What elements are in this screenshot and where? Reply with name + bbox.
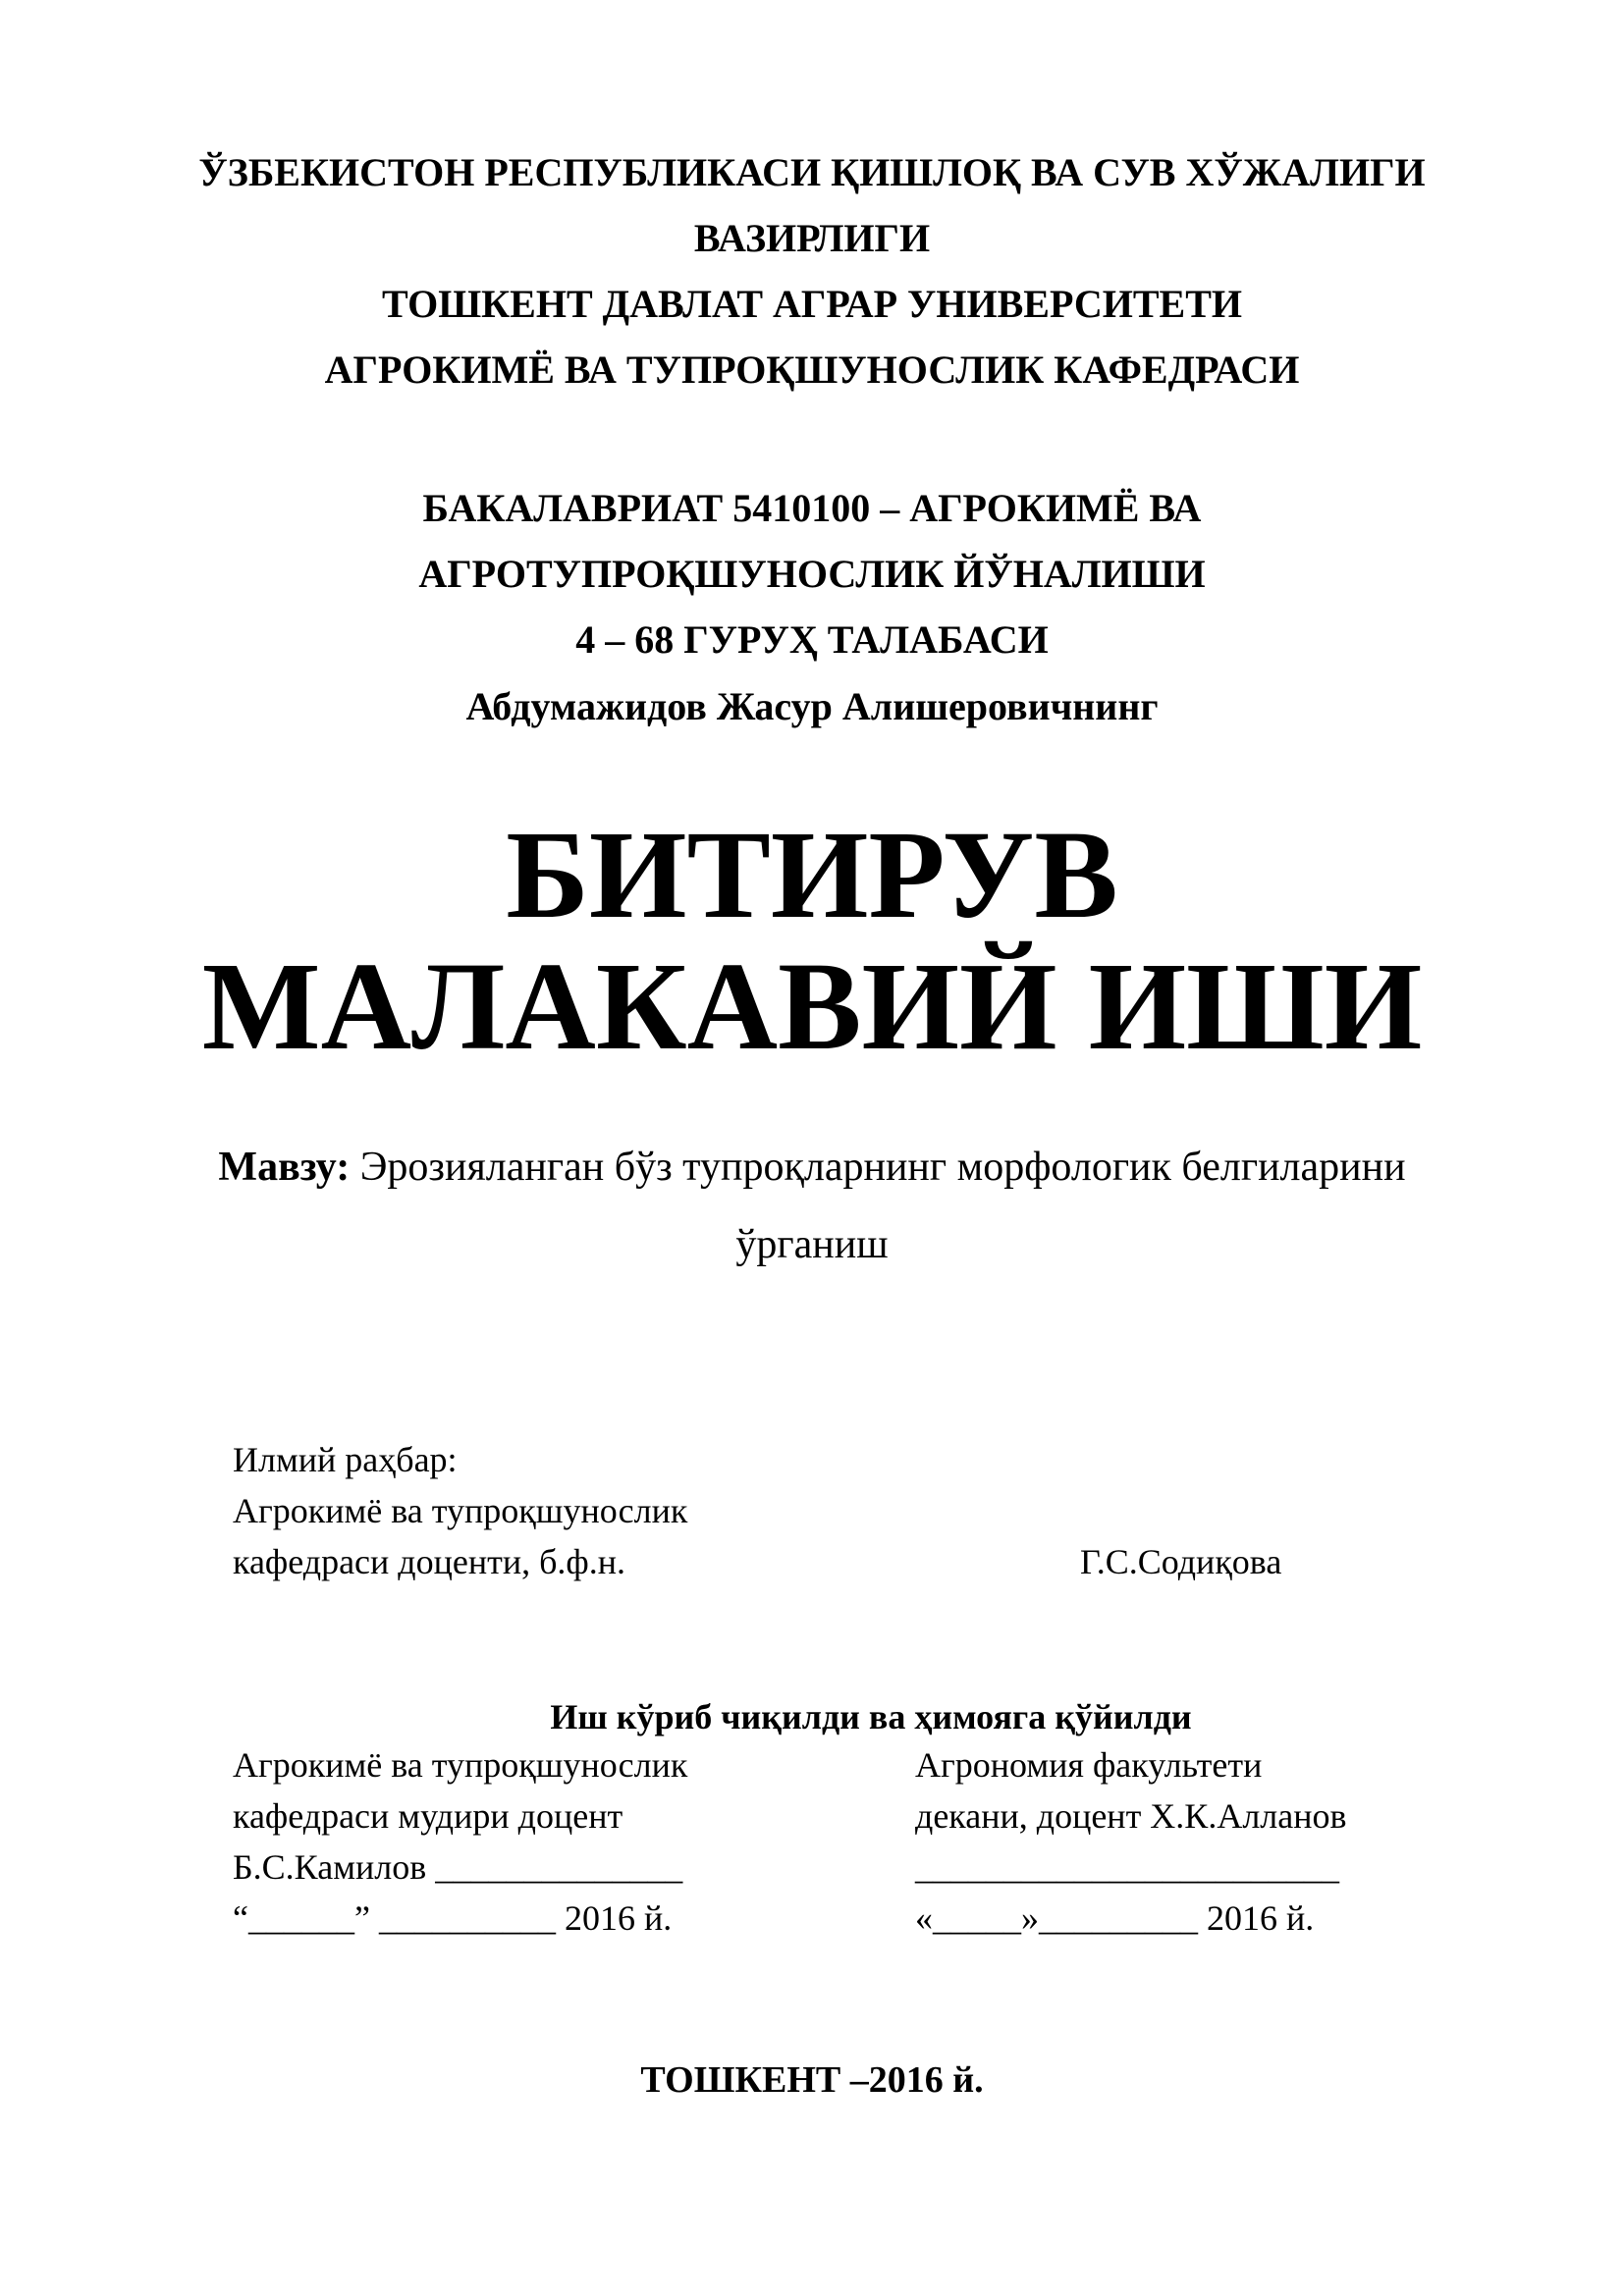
topic-line-1 [0,1144,1624,1191]
group-line: 4 – 68 ГУРУҲ ТАЛАБАСИ [575,617,1049,662]
ministry-line-1: ЎЗБЕКИСТОН РЕСПУБЛИКАСИ ҚИШЛОҚ ВА СУВ ХЎЖАЛИГИ [198,150,1426,194]
supervisor-label: Илмий раҳбар: [233,1440,458,1479]
program-line-2: АГРОТУПРОҚШУНОСЛИК ЙЎНАЛИШИ [418,552,1206,596]
approval-left-line-4: “______” __________ 2016 й. [233,1898,673,1938]
supervisor-line-2: кафедраси доценти, б.ф.н. [233,1542,626,1581]
approval-right-line-4: «_____»_________ 2016 й. [915,1898,1315,1938]
program-line-1: БАКАЛАВРИАТ 5410100 – АГРОКИМЁ ВА [422,486,1202,530]
approval-left-line-2: кафедраси мудири доцент [233,1796,623,1836]
title-line-2: МАЛАКАВИЙ ИШИ [201,936,1423,1076]
approval-left-line-1: Агрокимё ва тупроқшунослик [233,1745,688,1785]
footer-city-year: ТОШКЕНТ –2016 й. [640,2059,984,2101]
topic-text-1: Эрозияланган бўз тупроқларнинг морфологик белгиларини [350,1145,1406,1190]
student-name: Абдумажидов Жасур Алишеровичнинг [465,684,1159,728]
ministry-line-2: ВАЗИРЛИГИ [693,216,931,260]
approval-right-line-3: ________________________ [915,1847,1339,1887]
topic-label: Мавзу: [218,1145,351,1190]
approval-right-line-2: декани, доцент Х.К.Алланов [915,1796,1347,1836]
title-line-1: БИТИРУВ [506,805,1118,944]
university-name: ТОШКЕНТ ДАВЛАТ АГРАР УНИВЕРСИТЕТИ [381,282,1243,326]
topic-line-2: ўрганиш [735,1222,889,1267]
supervisor-line-1: Агрокимё ва тупроқшунослик [233,1491,688,1530]
approval-left-line-3: Б.С.Камилов ______________ [233,1847,683,1887]
supervisor-name: Г.С.Содиқова [1080,1542,1282,1581]
department-name: АГРОКИМЁ ВА ТУПРОҚШУНОСЛИК КАФЕДРАСИ [324,347,1300,392]
approval-heading: Иш кўриб чиқилди ва ҳимояга қўйилди [550,1697,1192,1736]
approval-right-line-1: Агрономия факультети [915,1745,1263,1785]
